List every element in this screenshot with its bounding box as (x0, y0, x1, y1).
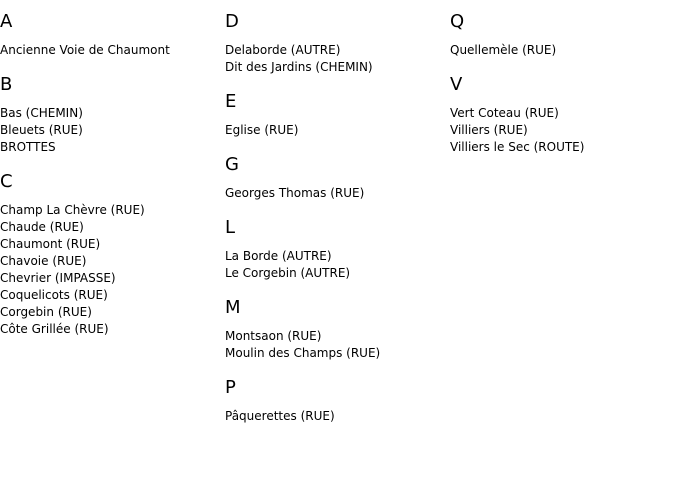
letter-group (225, 376, 450, 425)
street-list (225, 185, 450, 202)
street-link[interactable]: Corgebin (RUE) (0, 305, 92, 319)
street-link[interactable]: Dit des Jardins (CHEMIN) (225, 60, 373, 74)
street-link[interactable]: La Borde (AUTRE) (225, 249, 332, 263)
letter-heading: L (225, 217, 236, 238)
letter-heading: Q (450, 11, 465, 32)
street-list (225, 122, 450, 139)
street-list (0, 42, 225, 59)
street-link[interactable]: Eglise (RUE) (225, 123, 299, 137)
street-link[interactable]: Champ La Chèvre (RUE) (0, 203, 145, 217)
street-link[interactable]: Côte Grillée (RUE) (0, 322, 109, 336)
letter-group (450, 10, 675, 59)
letter-heading: B (0, 74, 13, 95)
letter-heading: D (225, 11, 239, 32)
street-link[interactable]: Le Corgebin (AUTRE) (225, 266, 351, 280)
street-link[interactable]: Ancienne Voie de Chaumont (0, 43, 170, 57)
street-link[interactable]: Chevrier (IMPASSE) (0, 271, 116, 285)
street-list (450, 42, 675, 59)
index-column (225, 10, 450, 439)
street-link[interactable]: Moulin des Champs (RUE) (225, 346, 381, 360)
street-link[interactable]: Chaumont (RUE) (0, 237, 101, 251)
street-list (0, 105, 225, 156)
letter-heading: V (450, 74, 463, 95)
letter-heading: M (225, 297, 241, 318)
street-link[interactable]: BROTTES (0, 140, 56, 154)
street-list (225, 328, 450, 362)
index-column (450, 10, 675, 170)
letter-heading: C (0, 171, 13, 192)
street-link[interactable]: Villiers (RUE) (450, 123, 528, 137)
letter-group (225, 90, 450, 139)
street-list (450, 105, 675, 156)
letter-group (225, 10, 450, 76)
street-link[interactable]: Delaborde (AUTRE) (225, 43, 341, 57)
letter-heading: A (0, 11, 13, 32)
letter-group (0, 170, 225, 338)
street-link[interactable]: Quellemèle (RUE) (450, 43, 557, 57)
letter-group (450, 73, 675, 156)
street-list (225, 248, 450, 282)
street-link[interactable]: Villiers le Sec (ROUTE) (450, 140, 585, 154)
street-link[interactable]: Pâquerettes (RUE) (225, 409, 335, 423)
street-link[interactable]: Bleuets (RUE) (0, 123, 83, 137)
street-link[interactable]: Vert Coteau (RUE) (450, 106, 559, 120)
street-link[interactable]: Bas (CHEMIN) (0, 106, 83, 120)
letter-group (225, 296, 450, 362)
letter-heading: G (225, 154, 239, 175)
letter-group (225, 153, 450, 202)
street-link[interactable]: Georges Thomas (RUE) (225, 186, 365, 200)
letter-group (0, 73, 225, 156)
letter-heading: P (225, 377, 236, 398)
letter-heading: E (225, 91, 237, 112)
street-link[interactable]: Coquelicots (RUE) (0, 288, 108, 302)
street-link[interactable]: Chavoie (RUE) (0, 254, 87, 268)
street-link[interactable]: Montsaon (RUE) (225, 329, 322, 343)
street-list (225, 42, 450, 76)
index-column (0, 10, 225, 352)
letter-group (225, 216, 450, 282)
street-list (0, 202, 225, 338)
street-list (225, 408, 450, 425)
letter-group (0, 10, 225, 59)
street-link[interactable]: Chaude (RUE) (0, 220, 84, 234)
